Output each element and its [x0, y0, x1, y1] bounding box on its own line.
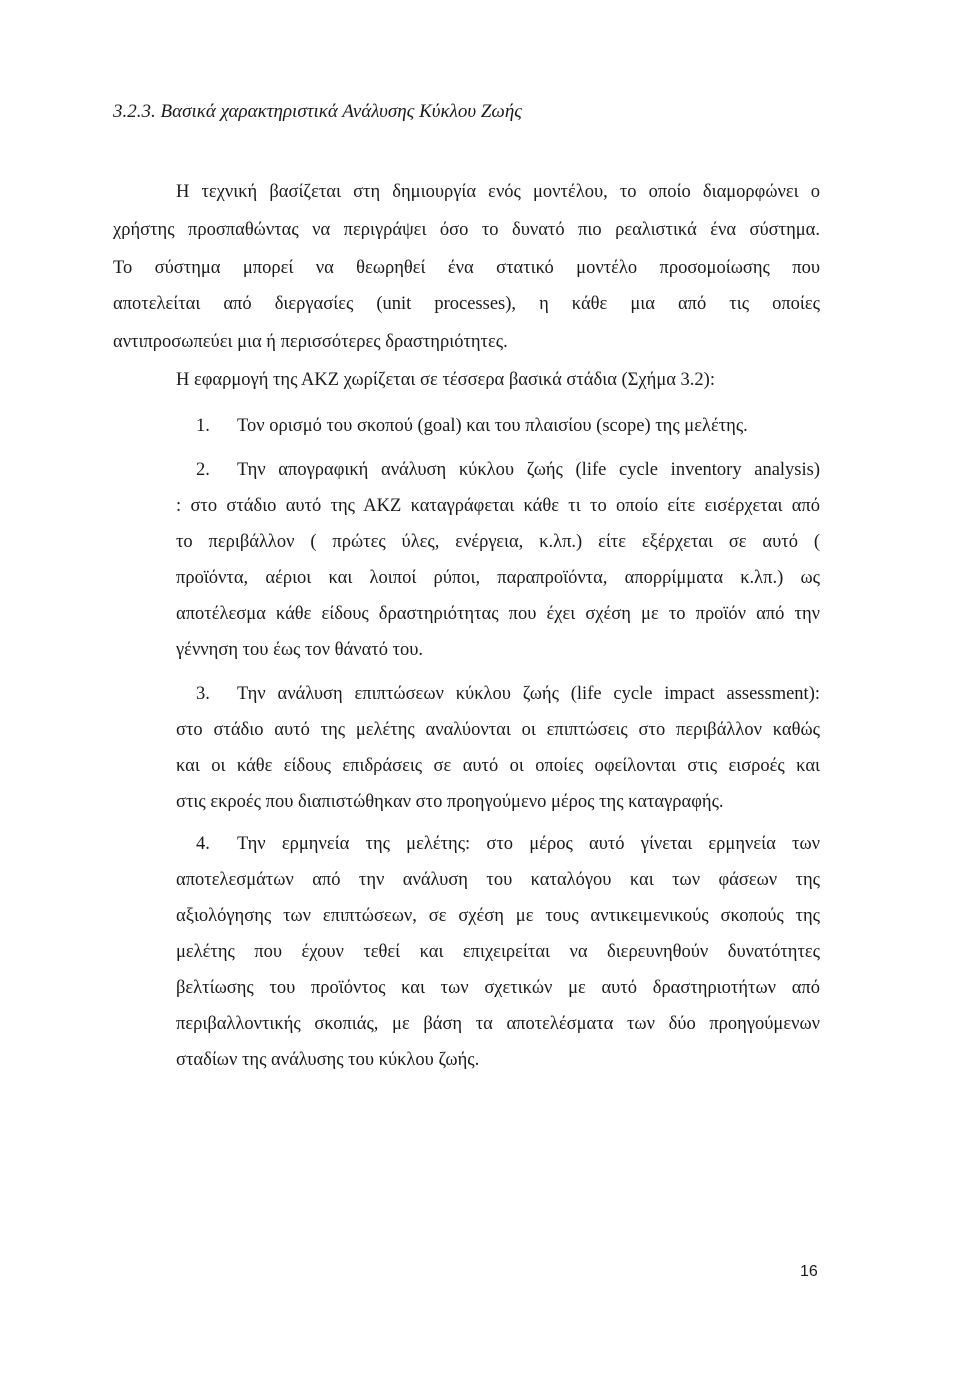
- item-4-line-7: σταδίων της ανάλυσης του κύκλου ζωής.: [176, 1050, 480, 1070]
- item-2-line-2: : στο στάδιο αυτό της ΑΚΖ καταγράφεται κάθε τι το οποίο είτε εισέρχεται από: [176, 496, 820, 516]
- item-3-line-2: στο στάδιο αυτό της μελέτης αναλύονται οι επιπτώσεις στο περιβάλλον καθώς: [176, 720, 820, 740]
- stages-intro: Η εφαρμογή της ΑΚΖ χωρίζεται σε τέσσερα βασικά στάδια (Σχήμα 3.2):: [176, 370, 715, 390]
- section-heading: 3.2.3. Βασικά χαρακτηριστικά Ανάλυσης Κύκλου Ζωής: [113, 101, 522, 122]
- intro-line-3: Το σύστημα μπορεί να θεωρηθεί ένα στατικό μοντέλο προσομοίωσης που: [113, 258, 820, 278]
- item-4-line-1: Την ερμηνεία της μελέτης: στο μέρος αυτό γίνεται ερμηνεία των: [237, 834, 820, 854]
- item-1-line-1: Τον ορισμό του σκοπού (goal) και του πλαισίου (scope) της μελέτης.: [237, 416, 748, 436]
- item-2-line-4: προϊόντα, αέριοι και λοιποί ρύποι, παραπροϊόντα, απορρίμματα κ.λπ.) ως: [176, 568, 820, 588]
- item-4-line-5: βελτίωσης του προϊόντος και των σχετικών με αυτό δραστηριοτήτων από: [176, 978, 820, 998]
- item-3-line-3: και οι κάθε είδους επιδράσεις σε αυτό οι οποίες οφείλονται στις εισροές και: [176, 756, 820, 776]
- intro-line-2: χρήστης προσπαθώντας να περιγράψει όσο το δυνατό πιο ρεαλιστικά ένα σύστημα.: [113, 220, 820, 240]
- item-3-line-4: στις εκροές που διαπιστώθηκαν στο προηγούμενο μέρος της καταγραφής.: [176, 792, 724, 812]
- item-1-number: 1.: [196, 416, 210, 436]
- item-4-line-2: αποτελεσμάτων από την ανάλυση του καταλόγου και των φάσεων της: [176, 870, 820, 890]
- item-2-line-1: Την απογραφική ανάλυση κύκλου ζωής (life cycle inventory analysis): [237, 460, 820, 480]
- item-4-line-6: περιβαλλοντικής σκοπιάς, με βάση τα αποτελέσματα των δύο προηγούμενων: [176, 1014, 820, 1034]
- item-2-line-5: αποτέλεσμα κάθε είδους δραστηριότητας που έχει σχέση με το προϊόν από την: [176, 604, 820, 624]
- item-2-line-3: το περιβάλλον ( πρώτες ύλες, ενέργεια, κ.λπ.) είτε εξέρχεται σε αυτό (: [176, 532, 820, 552]
- item-4-line-3: αξιολόγησης των επιπτώσεων, σε σχέση με τους αντικειμενικούς σκοπούς της: [176, 906, 820, 926]
- page-number: 16: [800, 1263, 818, 1280]
- intro-line-1: Η τεχνική βασίζεται στη δημιουργία ενός μοντέλου, το οποίο διαμορφώνει ο: [176, 182, 820, 202]
- item-4-line-4: μελέτης που έχουν τεθεί και επιχειρείται να διερευνηθούν δυνατότητες: [176, 942, 820, 962]
- intro-line-4: αποτελείται από διεργασίες (unit processes), η κάθε μια από τις οποίες: [113, 294, 820, 314]
- item-2-number: 2.: [196, 460, 210, 480]
- item-2-line-6: γέννηση του έως τον θάνατό του.: [176, 640, 424, 660]
- item-3-line-1: Την ανάλυση επιπτώσεων κύκλου ζωής (life cycle impact assessment):: [237, 684, 820, 704]
- item-3-number: 3.: [196, 684, 210, 704]
- item-4-number: 4.: [196, 834, 210, 854]
- intro-line-5: αντιπροσωπεύει μια ή περισσότερες δραστηριότητες.: [113, 332, 508, 352]
